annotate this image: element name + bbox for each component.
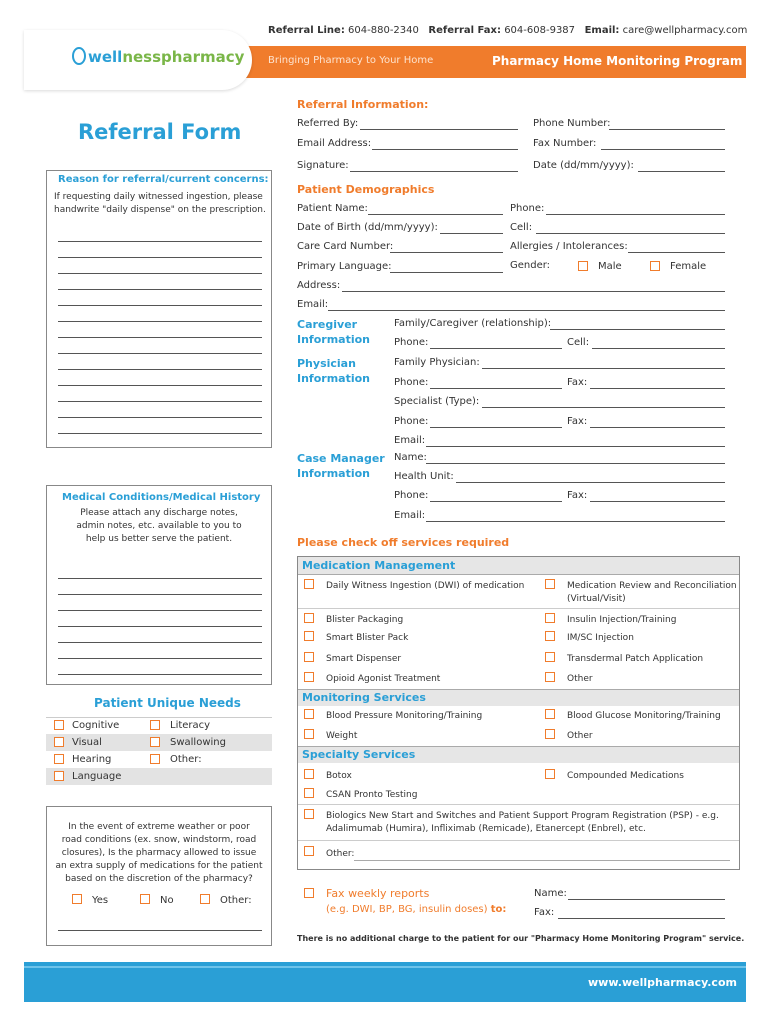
primary-language-label: Primary Language: xyxy=(297,261,392,272)
opioid-checkbox[interactable] xyxy=(304,672,314,682)
specialist-fax-line[interactable] xyxy=(590,427,725,428)
phone-number-label: Phone Number: xyxy=(533,118,611,129)
hearing-checkbox[interactable] xyxy=(54,754,64,764)
logo-text-b: ll xyxy=(112,48,123,66)
specialist-line[interactable] xyxy=(482,407,725,408)
demographics-heading: Patient Demographics xyxy=(297,183,435,196)
reason-text-1: If requesting daily witnessed ingestion, please xyxy=(54,192,263,202)
medication-other-checkbox[interactable] xyxy=(545,672,555,682)
male-label: Male xyxy=(598,261,622,272)
referred-by-line[interactable] xyxy=(360,129,518,130)
caregiver-cell-line[interactable] xyxy=(592,348,725,349)
weather-other-checkbox[interactable] xyxy=(200,894,210,904)
physician-email-label: Email: xyxy=(394,435,426,446)
writing-line[interactable] xyxy=(58,257,262,258)
logo-mark-icon xyxy=(72,47,86,65)
smart-dispenser-label: Smart Dispenser xyxy=(326,654,402,664)
writing-line[interactable] xyxy=(58,305,262,306)
smart-blister-checkbox[interactable] xyxy=(304,631,314,641)
dob-label: Date of Birth (dd/mm/yyyy): xyxy=(297,222,438,233)
fax-reports-name-label: Name: xyxy=(534,888,567,899)
patient-cell-label: Cell: xyxy=(510,222,533,233)
weather-other-line[interactable] xyxy=(58,930,262,931)
writing-line[interactable] xyxy=(58,273,262,274)
case-manager-email-label: Email: xyxy=(394,510,426,521)
hearing-label: Hearing xyxy=(72,754,112,765)
fax-number-label: Fax Number: xyxy=(533,138,597,149)
botox-checkbox[interactable] xyxy=(304,769,314,779)
female-checkbox[interactable] xyxy=(650,261,660,271)
medical-text-2: admin notes, etc. available to you to xyxy=(76,521,242,531)
phone-number-line[interactable] xyxy=(609,129,725,130)
patient-name-label: Patient Name: xyxy=(297,203,368,214)
needs-other-label: Other: xyxy=(170,754,202,765)
patient-email-line[interactable] xyxy=(328,310,725,311)
allergies-label: Allergies / Intolerances: xyxy=(510,241,628,252)
specialty-other-divider xyxy=(298,840,739,841)
insulin-checkbox[interactable] xyxy=(545,613,555,623)
patient-phone-line[interactable] xyxy=(546,214,725,215)
bg-label: Blood Glucose Monitoring/Training xyxy=(567,711,721,721)
transdermal-label: Transdermal Patch Application xyxy=(567,654,704,664)
reason-text-2: handwrite "daily dispense" on the prescription. xyxy=(54,205,266,215)
needs-other-checkbox[interactable] xyxy=(150,754,160,764)
cognitive-label: Cognitive xyxy=(72,720,120,731)
caregiver-heading-1: Caregiver xyxy=(297,318,358,331)
specialty-heading: Specialty Services xyxy=(302,748,416,761)
compounded-checkbox[interactable] xyxy=(545,769,555,779)
relationship-line[interactable] xyxy=(550,329,725,330)
signature-label: Signature: xyxy=(297,160,349,171)
fax-reports-name-line[interactable] xyxy=(568,899,725,900)
medical-text-1: Please attach any discharge notes, xyxy=(80,508,238,518)
imsc-checkbox[interactable] xyxy=(545,631,555,641)
insulin-label: Insulin Injection/Training xyxy=(567,615,677,625)
form-title: Referral Form xyxy=(78,120,242,144)
date-label: Date (dd/mm/yyyy): xyxy=(533,160,634,171)
fax-reports-line-1: Fax weekly reports xyxy=(326,887,430,900)
review-label-1: Medication Review and Reconciliation xyxy=(567,581,737,591)
weather-text-3: closures), Is the pharmacy allowed to issue xyxy=(61,848,257,858)
care-card-line[interactable] xyxy=(390,252,503,253)
unique-needs-heading: Patient Unique Needs xyxy=(94,696,241,710)
fax-reports-to: to: xyxy=(490,904,507,915)
case-manager-phone-label: Phone: xyxy=(394,490,429,501)
fax-reports-fax-line[interactable] xyxy=(558,918,725,919)
writing-line[interactable] xyxy=(58,578,262,579)
biologics-checkbox[interactable] xyxy=(304,809,314,819)
patient-phone-label: Phone: xyxy=(510,203,545,214)
gender-label: Gender: xyxy=(510,260,551,271)
writing-line[interactable] xyxy=(58,642,262,643)
review-label-2: (Virtual/Visit) xyxy=(567,594,626,604)
physician-heading-2: Information xyxy=(297,372,370,385)
program-title: Pharmacy Home Monitoring Program xyxy=(492,54,743,68)
writing-line[interactable] xyxy=(58,433,262,434)
botox-label: Botox xyxy=(326,771,352,781)
specialist-fax-label: Fax: xyxy=(567,416,588,427)
weight-label: Weight xyxy=(326,731,358,741)
physician-phone-label: Phone: xyxy=(394,377,429,388)
language-label: Language xyxy=(72,771,122,782)
health-unit-line[interactable] xyxy=(456,482,725,483)
weather-no-checkbox[interactable] xyxy=(140,894,150,904)
footer-url: www.wellpharmacy.com xyxy=(588,976,737,989)
reason-heading: Reason for referral/current concerns: xyxy=(58,174,269,185)
services-heading: Please check off services required xyxy=(297,536,510,549)
logo xyxy=(72,47,244,66)
csan-label: CSAN Pronto Testing xyxy=(326,790,418,800)
writing-line[interactable] xyxy=(58,626,262,627)
case-manager-fax-label: Fax: xyxy=(567,490,588,501)
caregiver-cell-label: Cell: xyxy=(567,337,590,348)
contact-line xyxy=(268,25,747,36)
writing-line[interactable] xyxy=(58,417,262,418)
email-label: Email: xyxy=(584,25,620,36)
imsc-label: IM/SC Injection xyxy=(567,633,634,643)
bg-checkbox[interactable] xyxy=(545,709,555,719)
writing-line[interactable] xyxy=(58,401,262,402)
visual-label: Visual xyxy=(72,737,102,748)
blister-label: Blister Packaging xyxy=(326,615,404,625)
writing-line[interactable] xyxy=(58,610,262,611)
physician-fax-label: Fax: xyxy=(567,377,588,388)
signature-line[interactable] xyxy=(350,171,518,172)
case-manager-name-line[interactable] xyxy=(426,463,725,464)
logo-text-a: we xyxy=(88,48,113,66)
fax-reports-line-2 xyxy=(326,904,506,915)
medication-other-label: Other xyxy=(567,674,593,684)
cognitive-checkbox[interactable] xyxy=(54,720,64,730)
specialty-other-checkbox[interactable] xyxy=(304,846,314,856)
smart-blister-label: Smart Blister Pack xyxy=(326,633,409,643)
writing-line[interactable] xyxy=(58,241,262,242)
writing-line[interactable] xyxy=(58,353,262,354)
weather-text-4: an extra supply of medications for the patient xyxy=(55,861,263,871)
opioid-label: Opioid Agonist Treatment xyxy=(326,674,441,684)
weather-no-label: No xyxy=(160,895,174,906)
specialty-other-label: Other: xyxy=(326,849,355,859)
biologics-label-1: Biologics New Start and Switches and Patient Support Program Registration (PSP) - e.g. xyxy=(326,811,719,821)
caregiver-heading-2: Information xyxy=(297,333,370,346)
visual-checkbox[interactable] xyxy=(54,737,64,747)
monitoring-other-checkbox[interactable] xyxy=(545,729,555,739)
dob-line[interactable] xyxy=(440,233,503,234)
footer-stripe xyxy=(24,966,746,968)
weather-text-1: In the event of extreme weather or poor xyxy=(68,822,250,832)
dwi-label: Daily Witness Ingestion (DWI) of medication xyxy=(326,581,525,591)
care-card-label: Care Card Number: xyxy=(297,241,394,252)
writing-line[interactable] xyxy=(58,594,262,595)
medical-text-3: help us better serve the patient. xyxy=(85,534,233,544)
case-manager-heading-2: Information xyxy=(297,467,370,480)
case-manager-phone-line[interactable] xyxy=(430,501,562,502)
specialist-phone-label: Phone: xyxy=(394,416,429,427)
referral-fax: 604-608-9387 xyxy=(504,25,576,36)
weather-text-5: based on the discretion of the pharmacy? xyxy=(65,874,253,884)
blister-checkbox[interactable] xyxy=(304,613,314,623)
referral-line: 604-880-2340 xyxy=(348,25,419,36)
case-manager-name-label: Name: xyxy=(394,452,427,463)
dwi-checkbox[interactable] xyxy=(304,579,314,589)
referral-fax-label: Referral Fax: xyxy=(428,25,501,36)
referral-heading: Referral Information: xyxy=(297,98,429,111)
fax-reports-fax-label: Fax: xyxy=(534,907,555,918)
literacy-label: Literacy xyxy=(170,720,211,731)
fax-reports-examples: (e.g. DWI, BP, BG, insulin doses) xyxy=(326,904,488,915)
caregiver-phone-label: Phone: xyxy=(394,337,429,348)
weight-checkbox[interactable] xyxy=(304,729,314,739)
patient-name-line[interactable] xyxy=(368,214,503,215)
tagline: Bringing Pharmacy to Your Home xyxy=(268,55,434,66)
weather-other-label: Other: xyxy=(220,895,252,906)
weather-yes-label: Yes xyxy=(92,895,109,906)
medication-heading: Medication Management xyxy=(302,559,456,572)
writing-line[interactable] xyxy=(58,337,262,338)
specialty-other-line[interactable] xyxy=(354,860,730,861)
swallowing-label: Swallowing xyxy=(170,737,226,748)
physician-email-line[interactable] xyxy=(426,446,725,447)
allergies-line[interactable] xyxy=(628,252,725,253)
health-unit-label: Health Unit: xyxy=(394,471,454,482)
medication-divider xyxy=(298,574,739,575)
weather-yes-checkbox[interactable] xyxy=(72,894,82,904)
email-address-label: Email Address: xyxy=(297,138,372,149)
patient-cell-line[interactable] xyxy=(536,233,725,234)
address-label: Address: xyxy=(297,280,341,291)
referred-by-label: Referred By: xyxy=(297,118,359,129)
literacy-checkbox[interactable] xyxy=(150,720,160,730)
patient-email-label: Email: xyxy=(297,299,329,310)
writing-line[interactable] xyxy=(58,385,262,386)
family-physician-label: Family Physician: xyxy=(394,357,480,368)
bp-label: Blood Pressure Monitoring/Training xyxy=(326,711,483,721)
writing-line[interactable] xyxy=(58,369,262,370)
smart-dispenser-checkbox[interactable] xyxy=(304,652,314,662)
specialist-label: Specialist (Type): xyxy=(394,396,480,407)
medical-heading: Medical Conditions/Medical History xyxy=(62,492,261,503)
compounded-label: Compounded Medications xyxy=(567,771,684,781)
relationship-label: Family/Caregiver (relationship): xyxy=(394,318,552,329)
transdermal-checkbox[interactable] xyxy=(545,652,555,662)
email-address-line[interactable] xyxy=(372,149,518,150)
specialty-row-divider xyxy=(298,804,739,805)
footer-note: There is no additional charge to the patient for our "Pharmacy Home Monitoring Program" service. xyxy=(297,934,745,943)
specialist-phone-line[interactable] xyxy=(430,427,562,428)
male-checkbox[interactable] xyxy=(578,261,588,271)
physician-heading-1: Physician xyxy=(297,357,356,370)
language-checkbox[interactable] xyxy=(54,771,64,781)
medication-row-divider xyxy=(298,608,739,609)
monitoring-other-label: Other xyxy=(567,731,593,741)
physician-fax-line[interactable] xyxy=(590,388,725,389)
primary-language-line[interactable] xyxy=(390,272,503,273)
csan-checkbox[interactable] xyxy=(304,788,314,798)
case-manager-fax-line[interactable] xyxy=(590,501,725,502)
address-line[interactable] xyxy=(342,291,725,292)
family-physician-line[interactable] xyxy=(482,368,725,369)
fax-reports-checkbox[interactable] xyxy=(304,888,314,898)
email-address: care@wellpharmacy.com xyxy=(622,25,748,36)
bp-checkbox[interactable] xyxy=(304,709,314,719)
writing-line[interactable] xyxy=(58,289,262,290)
case-manager-email-line[interactable] xyxy=(426,521,725,522)
logo-text-c: nesspharmacy xyxy=(122,48,245,66)
biologics-label-2: Adalimumab (Humira), Infliximab (Remicade), Etanercept (Enbrel), etc. xyxy=(326,824,646,834)
fax-number-line[interactable] xyxy=(601,149,725,150)
writing-line[interactable] xyxy=(58,674,262,675)
review-checkbox[interactable] xyxy=(545,579,555,589)
monitoring-heading: Monitoring Services xyxy=(302,691,426,704)
caregiver-phone-line[interactable] xyxy=(430,348,562,349)
physician-phone-line[interactable] xyxy=(430,388,562,389)
case-manager-heading-1: Case Manager xyxy=(297,452,385,465)
female-label: Female xyxy=(670,261,707,272)
writing-line[interactable] xyxy=(58,658,262,659)
weather-text-2: road conditions (ex. snow, windstorm, road xyxy=(61,835,257,845)
date-line[interactable] xyxy=(638,171,725,172)
referral-line-label: Referral Line: xyxy=(268,25,345,36)
writing-line[interactable] xyxy=(58,321,262,322)
swallowing-checkbox[interactable] xyxy=(150,737,160,747)
